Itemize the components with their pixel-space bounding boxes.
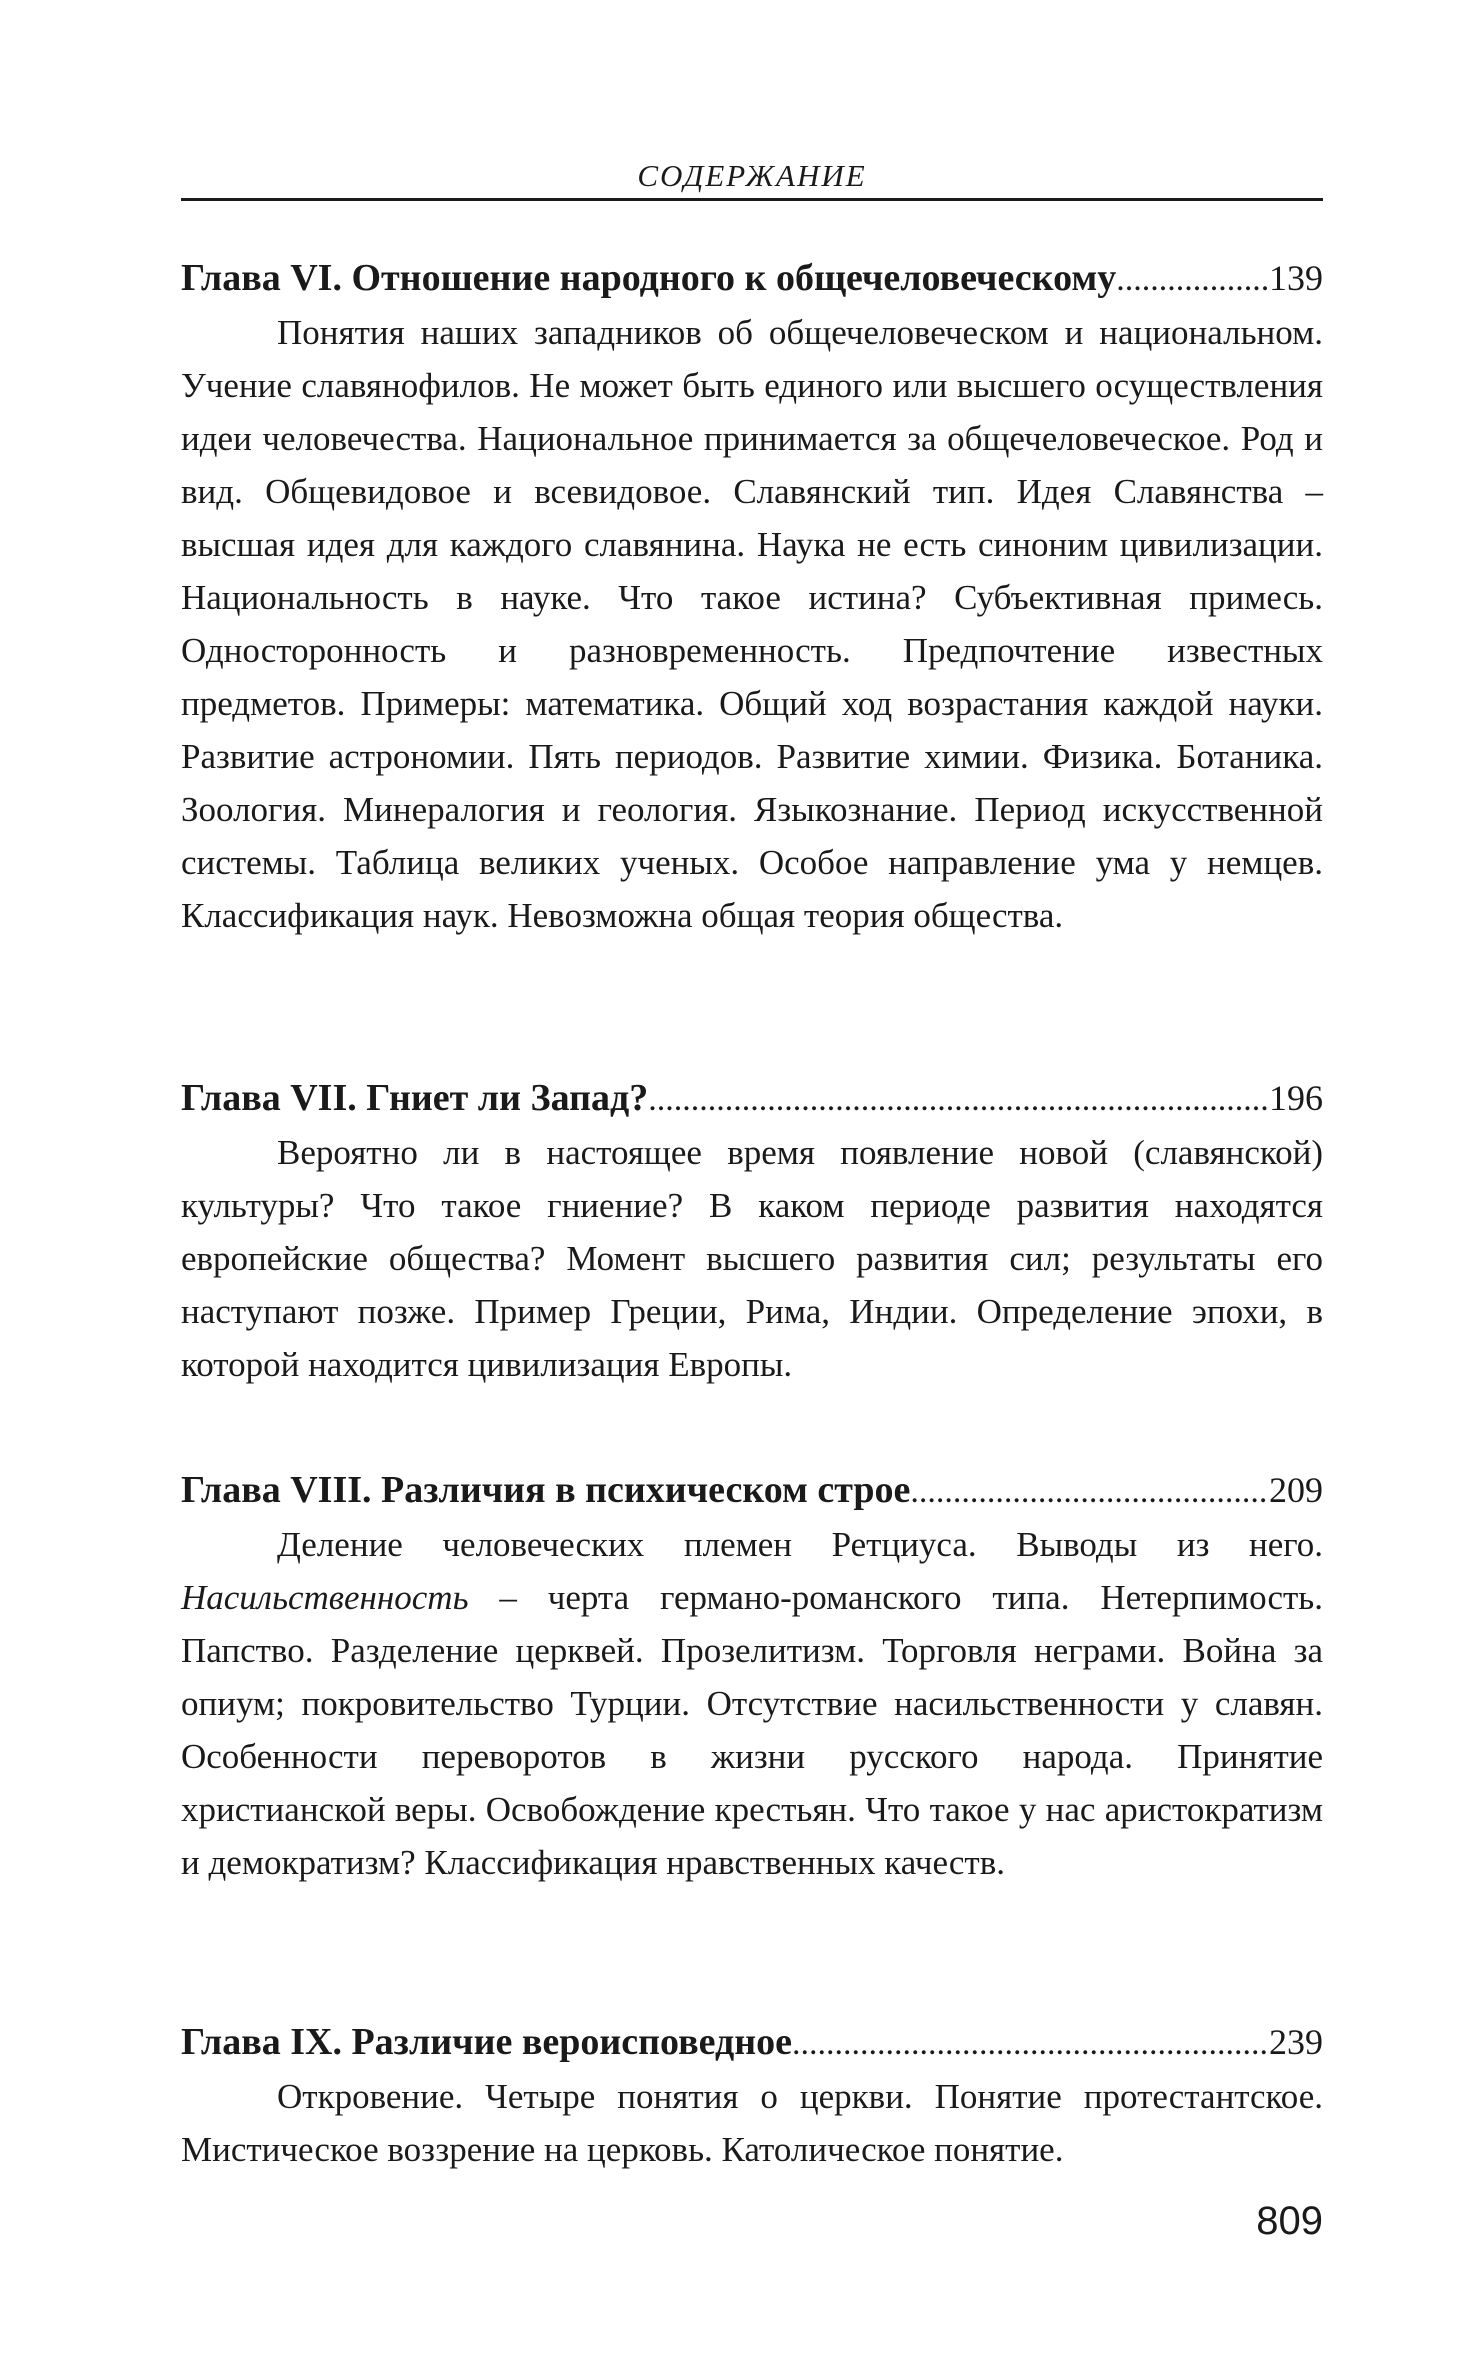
summary-rest: – черта германо-романского типа. Нетерпимость. Папство. Разделение церквей. Прозелитизм. Торговля неграми. Война за опиум; покровительство Турции. Отсутствие насильственности у славян. Особенности переворотов в жизни русского народа. Принятие христианской веры. Освобождение крестьян. Что такое у нас аристократизм и демократизм? Классификация нравственных качеств. <box>181 1578 1323 1882</box>
chapter-page-number: 196 <box>1269 1078 1323 1118</box>
chapter-title: Глава IX. Различие вероисповедное <box>181 2021 792 2063</box>
running-head: СОДЕРЖАНИЕ <box>637 158 867 193</box>
chapter-title: Глава VII. Гниет ли Запад? <box>181 1077 649 1119</box>
dot-leader <box>910 1466 1269 1518</box>
chapter-entry-6 <box>181 252 1323 942</box>
toc-line <box>181 1072 1323 1126</box>
chapter-entry-8 <box>181 1464 1323 1889</box>
chapter-summary: Откровение. Четыре понятия о церкви. Понятие протестантское. Мистическое воззрение на церковь. Католическое понятие. <box>181 2077 1323 2169</box>
chapter-summary: Понятия наших западников об общечеловеческом и национальном. Учение славянофилов. Не может быть единого или высшего осуществления идеи человечества. Национальное принимается за общечеловеческое. Род и вид. Общевидовое и всевидовое. Славянский тип. Идея Славянства – высшая идея для каждого славянина. Наука не есть синоним цивилизации. Национальность в науке. Что такое истина? Субъективная примесь. Односторонность и разновременность. Предпочтение известных предметов. Примеры: математика. Общий ход возрастания каждой науки. Развитие астрономии. Пять периодов. Развитие химии. Физика. Ботаника. Зоология. Минералогия и геология. Языкознание. Период искусственной системы. Таблица великих ученых. Особое направление ума у немцев. Классификация наук. Невозможна общая теория общества. <box>181 313 1323 935</box>
summary-emphasis: Насильственность <box>181 1578 469 1617</box>
toc-line <box>181 252 1323 306</box>
chapter-summary: Вероятно ли в настоящее время появление новой (славянской) культуры? Что такое гниение? В каком периоде развития находятся европейские общества? Момент высшего развития сил; результаты его наступают позже. Пример Греции, Рима, Индии. Определение эпохи, в которой находится цивилизация Европы. <box>181 1133 1323 1384</box>
chapter-entry-7 <box>181 1072 1323 1391</box>
summary-lead: Деление человеческих племен Ретциуса. Выводы из него. <box>277 1525 1323 1564</box>
dot-leader <box>1116 254 1269 306</box>
chapter-summary <box>181 1518 1323 1889</box>
chapter-page-number: 139 <box>1269 258 1323 298</box>
page-number: 809 <box>1256 2199 1323 2243</box>
chapter-entry-9 <box>181 2016 1323 2176</box>
dot-leader <box>792 2018 1269 2070</box>
chapter-page-number: 209 <box>1269 1470 1323 1510</box>
header-rule <box>181 198 1323 201</box>
toc-line <box>181 1464 1323 1518</box>
chapter-title: Глава VIII. Различия в психическом строе <box>181 1469 911 1511</box>
toc-line <box>181 2016 1323 2070</box>
dot-leader <box>648 1074 1269 1126</box>
chapter-page-number: 239 <box>1269 2022 1323 2062</box>
chapter-title: Глава VI. Отношение народного к общечеловеческому <box>181 257 1117 299</box>
